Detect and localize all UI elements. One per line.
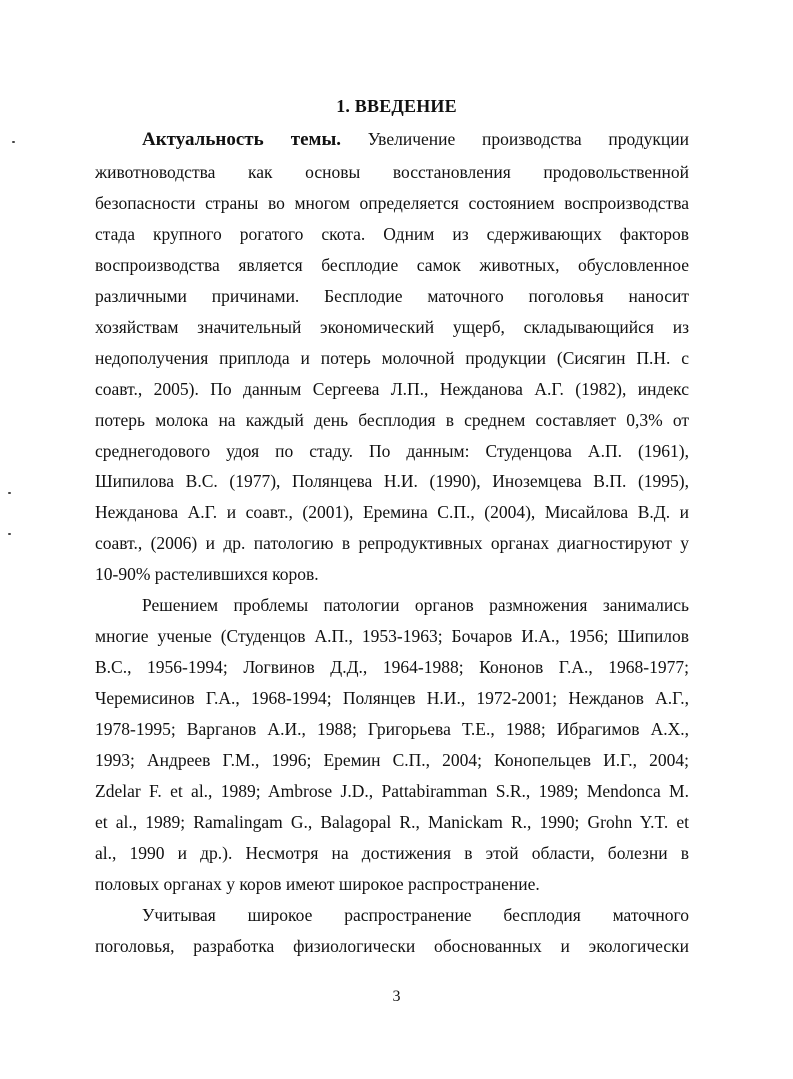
text-line: 1993; Андреев Г.М., 1996; Еремин С.П., 2004; Конопельцев И.Г., 2004; [95,750,689,770]
section-heading: 1. ВВЕДЕНИЕ [336,96,457,116]
text-line: Шипилова В.С. (1977), Полянцева Н.И. (1990), Иноземцева В.П. (1995), [95,471,689,491]
text-line: многие ученые (Студенцов А.П., 1953-1963; Бочаров И.А., 1956; Шипилов [95,626,689,646]
text-line: различными причинами. Бесплодие маточного поголовья наносит [95,286,689,306]
text-line: Решением проблемы патологии органов размножения занимались [142,595,689,615]
scan-speck [8,492,11,494]
text-line: хозяйствам значительный экономический ущерб, складывающийся из [95,317,689,337]
text-line: недополучения приплода и потерь молочной продукции (Сисягин П.Н. с [95,348,689,368]
text-line: безопасности страны во многом определяется состоянием воспроизводства [95,193,689,213]
text-line: 1978-1995; Варганов А.И., 1988; Григорьева Т.Е., 1988; Ибрагимов А.Х., [95,719,689,739]
text-line-content: Увеличение производства продукции [341,129,689,149]
text-line: поголовья, разработка физиологически обоснованных и экологически [95,936,689,956]
text-line: et al., 1989; Ramalingam G., Balagopal R., Manickam R., 1990; Grohn Y.T. et [95,812,689,832]
text-line: Учитывая широкое распространение бесплодия маточного [142,905,689,925]
text-line: Нежданова А.Г. и соавт., (2001), Еремина С.П., (2004), Мисайлова В.Д. и [95,502,689,522]
text-line: Черемисинов Г.А., 1968-1994; Полянцев Н.И., 1972-2001; Нежданов А.Г., [95,688,689,708]
text-line: половых органах у коров имеют широкое распространение. [95,874,540,894]
text-line: среднегодового удоя по стаду. По данным: Студенцова А.П. (1961), [95,441,689,461]
text-line [142,124,689,155]
text-line: Zdelar F. et al., 1989; Ambrose J.D., Pattabiramman S.R., 1989; Mendonca M. [95,781,689,801]
page-number: 3 [392,988,401,1005]
text-line: животноводства как основы восстановления продовольственной [95,162,689,182]
scan-speck [12,141,15,143]
text-line: al., 1990 и др.). Несмотря на достижения в этой области, болезни в [95,843,689,863]
text-line: 10-90% растелившихся коров. [95,564,319,584]
section-runin-title: Актуальность темы. [142,129,342,150]
scan-speck [8,533,11,535]
text-line: воспроизводства является бесплодие самок животных, обусловленное [95,255,689,275]
text-line: В.С., 1956-1994; Логвинов Д.Д., 1964-1988; Кононов Г.А., 1968-1977; [95,657,689,677]
text-line: соавт., 2005). По данным Сергеева Л.П., Нежданова А.Г. (1982), индекс [95,379,689,399]
text-line: потерь молока на каждый день бесплодия в среднем составляет 0,3% от [95,410,689,430]
text-line: стада крупного рогатого скота. Одним из сдерживающих факторов [95,224,689,244]
text-line: соавт., (2006) и др. патологию в репродуктивных органах диагностируют у [95,533,689,553]
